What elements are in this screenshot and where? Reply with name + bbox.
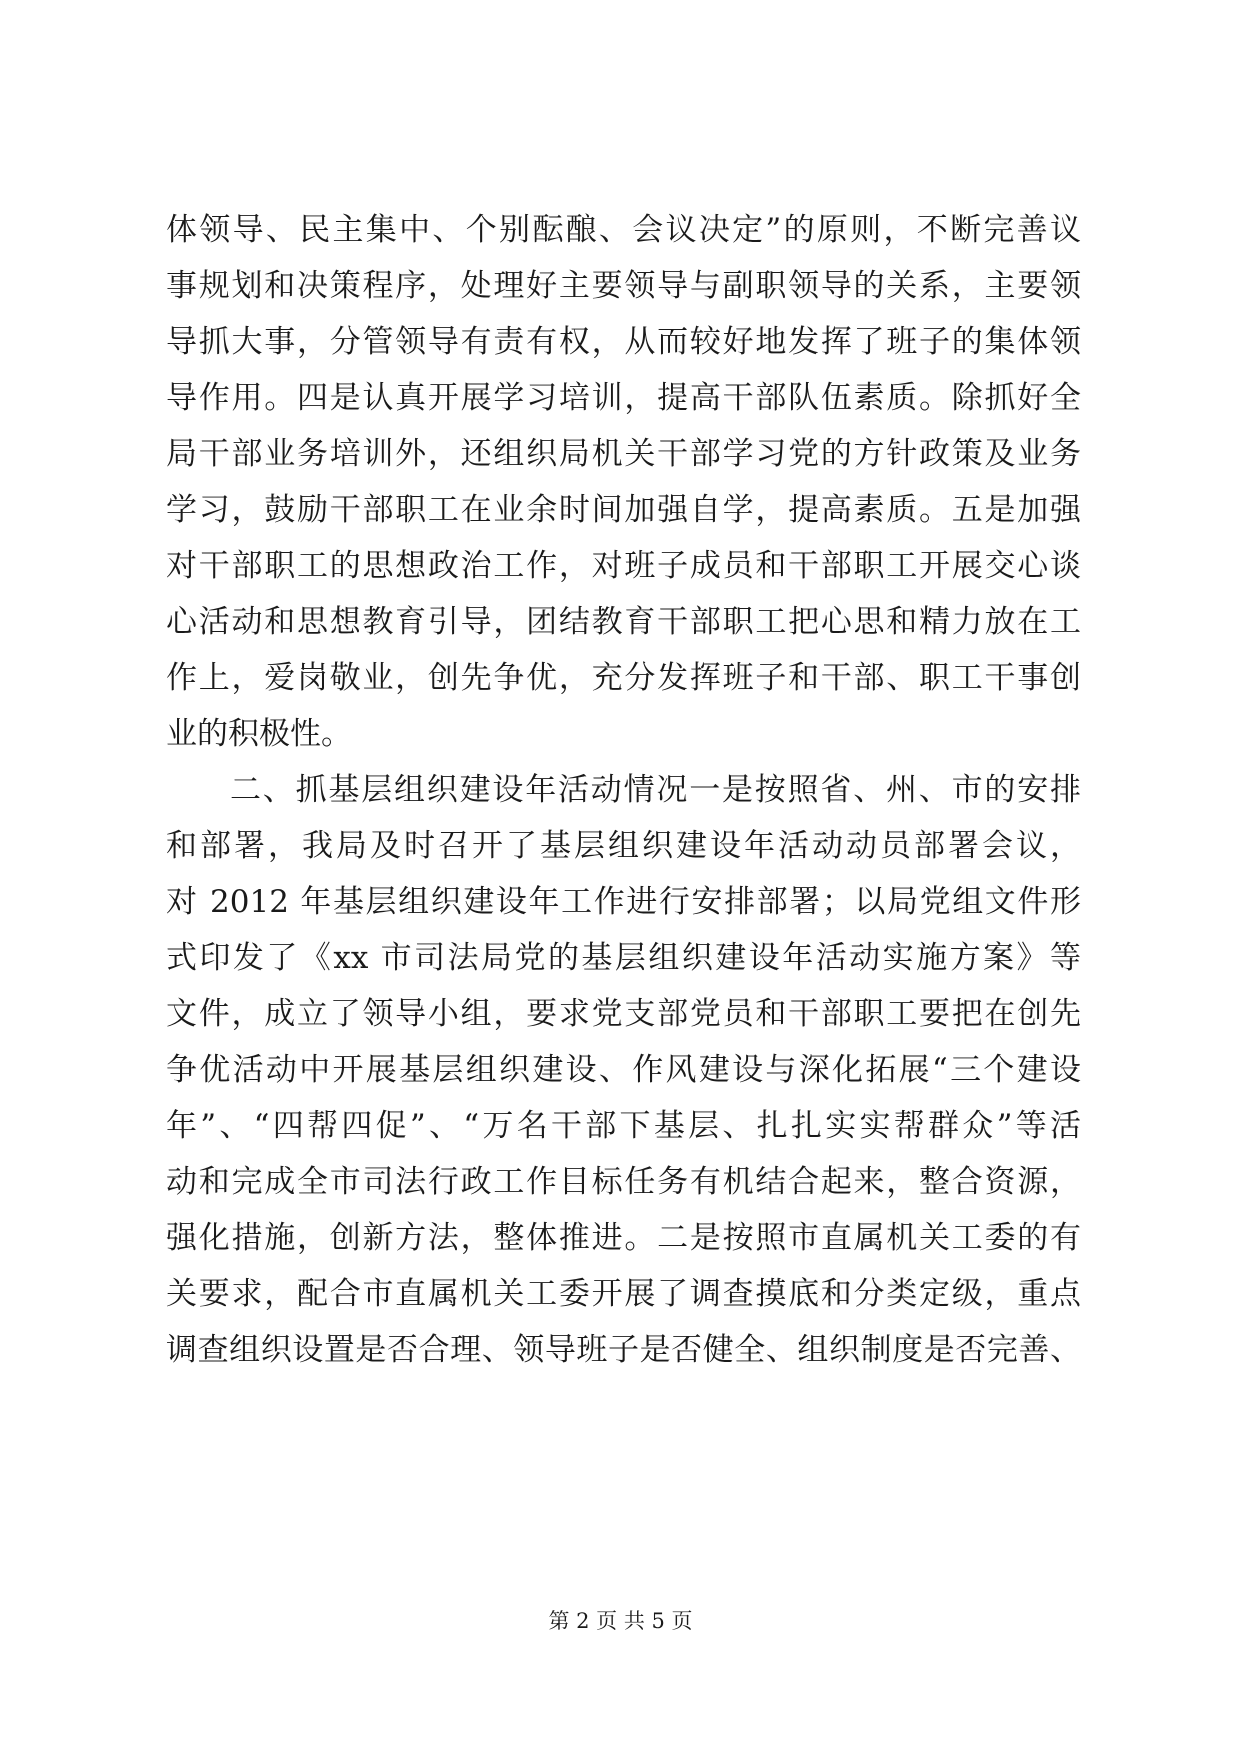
paragraph-1: [166, 202, 1081, 762]
text-line: 二、抓基层组织建设年活动情况一是按照省、州、市的安排: [230, 772, 1081, 808]
text-line: 事规划和决策程序，处理好主要领导与副职领导的关系，主要领: [166, 268, 1081, 304]
text-line: 体领导、民主集中、个别酝酿、会议决定”的原则，不断完善议: [166, 212, 1081, 248]
text-line: 和部署，我局及时召开了基层组织建设年活动动员部署会议，: [166, 828, 1081, 864]
paragraph-2: [166, 762, 1081, 1378]
text-line: 文件，成立了领导小组，要求党支部党员和干部职工要把在创先: [166, 996, 1081, 1032]
text-line: 学习，鼓励干部职工在业余时间加强自学，提高素质。五是加强: [166, 492, 1081, 528]
text-line: 导作用。四是认真开展学习培训，提高干部队伍素质。除抓好全: [166, 380, 1081, 416]
text-line: 局干部业务培训外，还组织局机关干部学习党的方针政策及业务: [166, 436, 1081, 472]
text-line: 式印发了《xx 市司法局党的基层组织建设年活动实施方案》等: [166, 940, 1081, 976]
text-line: 强化措施，创新方法，整体推进。二是按照市直属机关工委的有: [166, 1220, 1081, 1256]
text-line: 调查组织设置是否合理、领导班子是否健全、组织制度是否完善、: [166, 1332, 1081, 1368]
text-line: 对 2012 年基层组织建设年工作进行安排部署；以局党组文件形: [166, 884, 1081, 920]
text-line: 业的积极性。: [166, 716, 352, 752]
text-line: 争优活动中开展基层组织建设、作风建设与深化拓展“三个建设: [166, 1052, 1081, 1088]
text-line: 关要求，配合市直属机关工委开展了调查摸底和分类定级，重点: [166, 1276, 1081, 1312]
text-line: 心活动和思想教育引导，团结教育干部职工把心思和精力放在工: [166, 604, 1081, 640]
page-number-footer: 第 2 页 共 5 页: [548, 1609, 693, 1633]
text-line: 导抓大事，分管领导有责有权，从而较好地发挥了班子的集体领: [166, 324, 1081, 360]
document-body: [166, 202, 1081, 1378]
text-line: 年”、“四帮四促”、“万名干部下基层、扎扎实实帮群众”等活: [166, 1108, 1081, 1144]
text-line: 作上，爱岗敬业，创先争优，充分发挥班子和干部、职工干事创: [166, 660, 1081, 696]
text-line: 动和完成全市司法行政工作目标任务有机结合起来，整合资源，: [166, 1164, 1081, 1200]
text-line: 对干部职工的思想政治工作，对班子成员和干部职工开展交心谈: [166, 548, 1081, 584]
